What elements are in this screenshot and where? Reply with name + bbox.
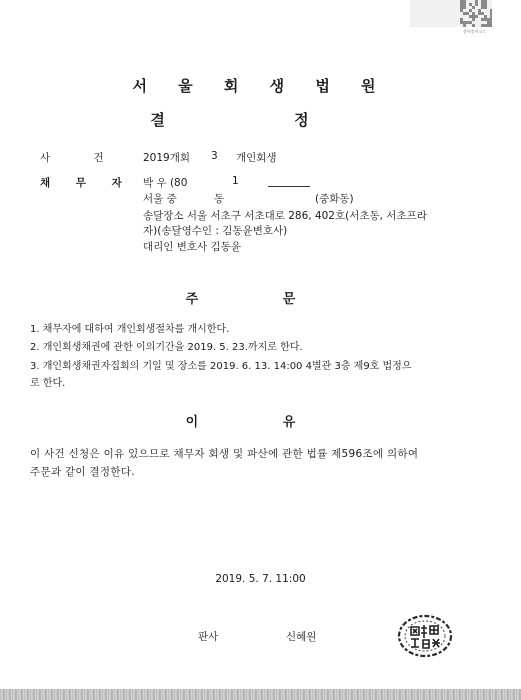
debtor-id-tail: 1 xyxy=(232,175,239,187)
judge-name: 신혜원 xyxy=(286,631,317,643)
debtor-id-redaction xyxy=(268,175,310,187)
decision-date: 2019. 5. 7. 11:00 xyxy=(215,573,306,585)
debtor-agent: 대리인 변호사 김동윤 xyxy=(143,241,241,253)
case-number-tail: 3 xyxy=(211,150,218,162)
qr-cell xyxy=(472,6,475,9)
document-qr-code xyxy=(410,0,492,27)
judge-title: 판사 xyxy=(198,631,219,643)
order-item-3-cont: 로 한다. xyxy=(30,378,66,389)
reason-heading: 이 유 xyxy=(185,415,336,430)
debtor-address-mid: 동 xyxy=(214,193,225,205)
document-title: 결 정 xyxy=(150,111,371,129)
delivery-address-line2: 자)(송달영수인 : 김동윤변호사) xyxy=(143,225,288,237)
debtor-address-start: 서울 중 xyxy=(143,193,177,205)
judge-seal-stamp xyxy=(396,614,454,658)
qr-cell xyxy=(472,18,475,21)
reason-line-2: 주문과 같이 결정한다. xyxy=(30,466,135,478)
case-label: 사 건 xyxy=(40,152,124,164)
order-heading: 주 문 xyxy=(185,292,336,307)
order-item-1: 1. 채무자에 대하여 개인회생절차를 개시한다. xyxy=(30,324,230,335)
qr-cell xyxy=(490,24,492,27)
debtor-address-end: (중화동) xyxy=(315,193,354,205)
qr-cell xyxy=(472,24,475,27)
qr-cell xyxy=(475,15,478,18)
case-number: 2019개회 xyxy=(143,152,191,164)
qr-cell xyxy=(484,6,487,9)
order-item-3: 3. 개인회생채권자집회의 기일 및 장소를 2019. 6. 13. 14:00 4별관 3층 제9호 법정으 xyxy=(30,361,412,372)
debtor-name: 박 우 (80 xyxy=(143,177,188,189)
reason-line-1: 이 사건 신청은 이유 있으므로 채무자 회생 및 파산에 관한 법률 제596조에 의하여 xyxy=(30,448,419,460)
order-item-2: 2. 개인회생채권에 관한 이의기간을 2019. 5. 23.까지로 한다. xyxy=(30,342,303,353)
qr-cell xyxy=(463,6,466,9)
court-name: 서 울 회 생 법 원 xyxy=(132,77,389,95)
case-type: 개인회생 xyxy=(236,152,277,164)
qr-cell xyxy=(463,24,466,27)
scan-edge-strip xyxy=(0,689,521,700)
delivery-address-line1: 송달장소 서울 서초구 서초대로 286, 402호(서초동, 서초프라 xyxy=(143,210,427,222)
qr-cell xyxy=(475,3,478,6)
qr-code-label: 출력출력코드 xyxy=(463,29,487,34)
debtor-label: 채 무 자 xyxy=(40,177,133,189)
